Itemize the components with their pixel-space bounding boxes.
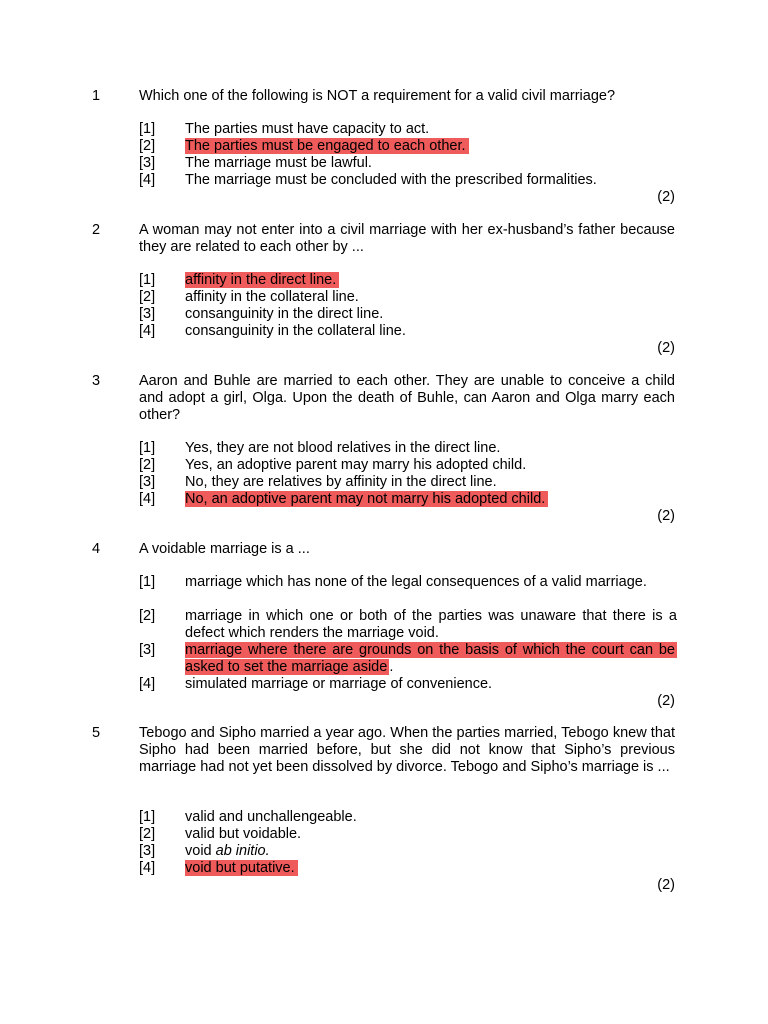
option-label: [1] (139, 121, 156, 137)
marks: (2) (657, 877, 675, 893)
question-stem: Which one of the following is NOT a requirement for a valid civil marriage? (139, 88, 616, 104)
marks: (2) (657, 508, 675, 524)
option-text: valid but voidable. (185, 826, 302, 842)
option-text: simulated marriage or marriage of convenience. (185, 676, 493, 692)
option-label: [4] (139, 172, 156, 188)
question-number: 2 (92, 222, 101, 238)
option-label: [4] (139, 323, 156, 339)
option-suffix: . (389, 659, 394, 675)
option-italic-text: ab initio. (215, 843, 270, 859)
option-text: Yes, an adoptive parent may marry his adopted child. (185, 457, 527, 473)
option-text: marriage in which one or both of the parties was unaware that there is a defect which renders the marriage void. (185, 608, 677, 641)
question-stem: Aaron and Buhle are married to each other. They are unable to conceive a child and adopt a girl, Olga. Upon the death of Buhle, can Aaron and Olga marry each other? (139, 373, 675, 423)
option-text: consanguinity in the direct line. (185, 306, 384, 322)
option-label: [1] (139, 272, 156, 288)
option-text: valid and unchallengeable. (185, 809, 357, 825)
highlighted-answer: marriage where there are grounds on the basis of which the court can be asked to set the marriage aside (185, 642, 675, 675)
option-text: The marriage must be concluded with the prescribed formalities. (185, 172, 597, 188)
option-text: The parties must have capacity to act. (185, 121, 430, 137)
marks: (2) (657, 693, 675, 709)
option-label: [3] (139, 843, 156, 859)
question-stem: A woman may not enter into a civil marriage with her ex-husband’s father because they are related to each other by ... (139, 222, 675, 255)
option-label: [1] (139, 809, 156, 825)
option-label: [2] (139, 826, 156, 842)
marks: (2) (657, 189, 675, 205)
question-stem: Tebogo and Sipho married a year ago. When the parties married, Tebogo knew that Sipho had been married before, but she did not know that Sipho’s previous marriage had not yet been dissolved by divorce. Tebogo and Sipho’s marriage is ... (139, 725, 675, 775)
option-text: No, they are relatives by affinity in the direct line. (185, 474, 497, 490)
option-label: [2] (139, 289, 156, 305)
option-label: [3] (139, 155, 156, 171)
option-label: [1] (139, 574, 156, 590)
question-number: 3 (92, 373, 101, 389)
question-number: 1 (92, 88, 101, 104)
option-label: [4] (139, 491, 156, 507)
option-text: void (185, 843, 212, 859)
option-text: marriage which has none of the legal consequences of a valid marriage. (185, 574, 647, 590)
question-stem: A voidable marriage is a ... (139, 541, 310, 557)
question-number: 4 (92, 541, 101, 557)
question-number: 5 (92, 725, 101, 741)
option-label: [3] (139, 642, 156, 658)
option-text: consanguinity in the collateral line. (185, 323, 406, 339)
option-text: affinity in the collateral line. (185, 289, 359, 305)
option-label: [4] (139, 860, 156, 876)
highlighted-answer: affinity in the direct line. (185, 272, 339, 288)
highlighted-answer: No, an adoptive parent may not marry his adopted child. (185, 491, 548, 507)
option-label: [1] (139, 440, 156, 456)
option-label: [3] (139, 474, 156, 490)
marks: (2) (657, 340, 675, 356)
option-label: [2] (139, 457, 156, 473)
option-text: The marriage must be lawful. (185, 155, 372, 171)
option-label: [2] (139, 138, 156, 154)
option-label: [4] (139, 676, 156, 692)
highlighted-answer: void but putative. (185, 860, 298, 876)
option-text: Yes, they are not blood relatives in the direct line. (185, 440, 501, 456)
highlighted-answer: The parties must be engaged to each other. (185, 138, 469, 154)
option-label: [3] (139, 306, 156, 322)
option-label: [2] (139, 608, 156, 624)
